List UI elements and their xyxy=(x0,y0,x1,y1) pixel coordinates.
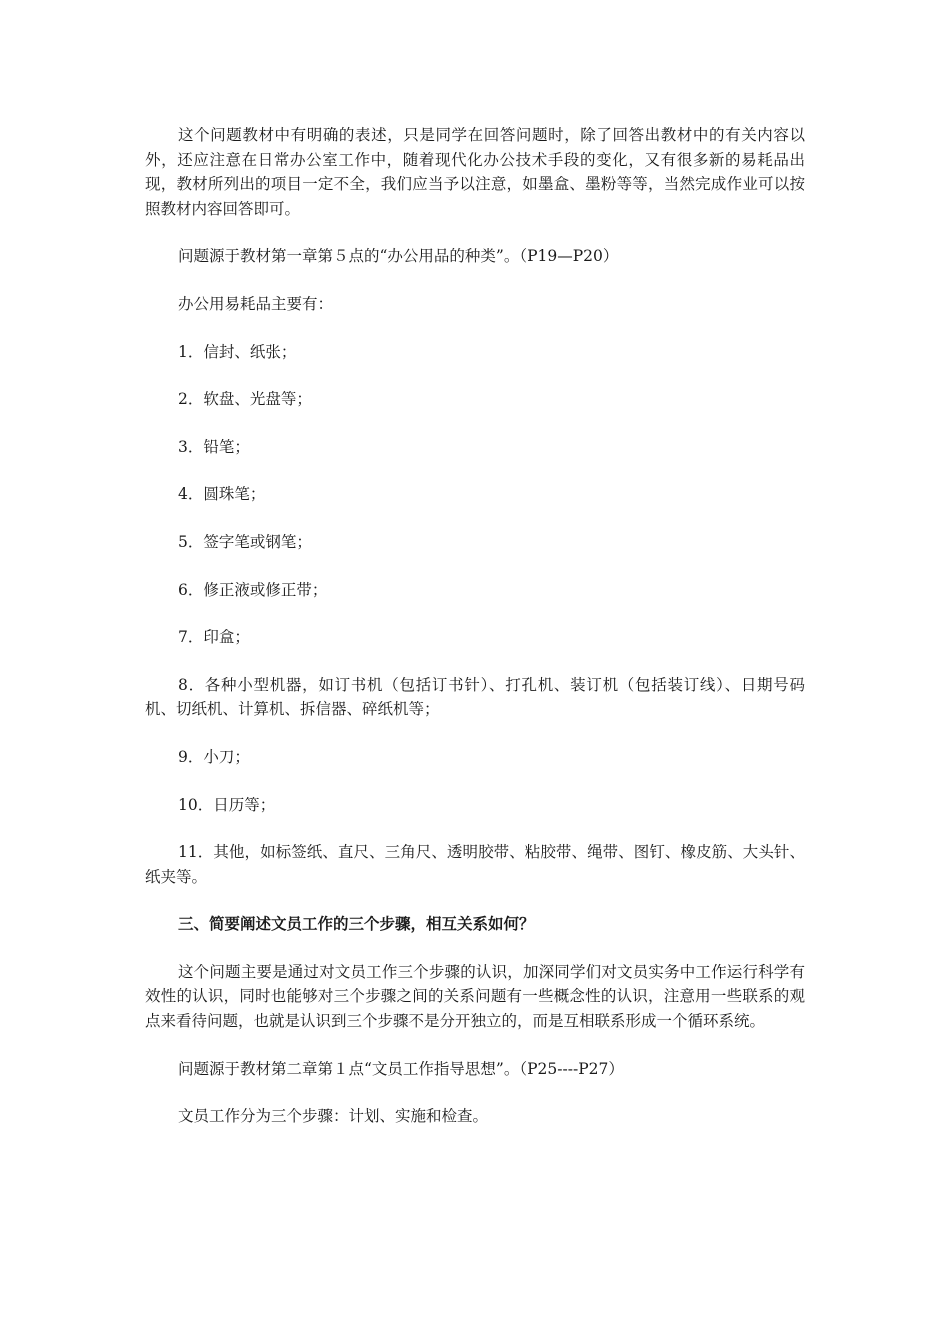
list-item-9: 9．小刀； xyxy=(178,747,250,766)
list-item-8: 8．各种小型机器，如订书机（包括订书针）、打孔机、装订机（包括装订线）、日期号码机、切纸机、计算机、拆信器、碎纸机等； xyxy=(145,675,805,719)
list-item-1: 1．信封、纸张； xyxy=(178,342,297,361)
paragraph-three-steps: 文员工作分为三个步骤：计划、实施和检查。 xyxy=(178,1107,489,1126)
section-heading-3: 三、简要阐述文员工作的三个步骤，相互关系如何？ xyxy=(178,914,535,934)
list-item-11: 11．其他，如标签纸、直尺、三角尺、透明胶带、粘胶带、绳带、图钉、橡皮筋、大头针、纸夹等。 xyxy=(145,843,805,886)
list-item-10: 10．日历等； xyxy=(178,795,276,814)
list-item-5: 5．签字笔或钢笔； xyxy=(178,532,312,551)
paragraph-source-ch1: 问题源于教材第一章第５点的“办公用品的种类”。（P19—P20） xyxy=(178,247,619,266)
document-page xyxy=(145,123,805,1152)
paragraph-list-intro: 办公用易耗品主要有： xyxy=(178,294,334,313)
list-item-6: 6．修正液或修正带； xyxy=(178,580,328,599)
list-item-3: 3．铅笔； xyxy=(178,437,250,456)
paragraph-section3-explanation: 这个问题主要是通过对文员工作三个步骤的认识，加深同学们对文员实务中工作运行科学有效性的认识，同时也能够对三个步骤之间的关系问题有一些概念性的认识，注意用一些联系的观点来看待问题，也就是认识到三个步骤不是分开独立的，而是互相联系形成一个循环系统。 xyxy=(145,962,805,1031)
list-item-4: 4．圆珠笔； xyxy=(178,485,266,504)
list-item-7: 7．印盒； xyxy=(178,628,250,647)
list-item-2: 2．软盘、光盘等； xyxy=(178,390,312,409)
paragraph-source-ch2: 问题源于教材第二章第１点“文员工作指导思想”。（P25----P27） xyxy=(178,1059,624,1078)
paragraph-intro: 这个问题教材中有明确的表述，只是同学在回答问题时，除了回答出教材中的有关内容以外，还应注意在日常办公室工作中，随着现代化办公技术手段的变化，又有很多新的易耗品出现，教材所列出的项目一定不全，我们应当予以注意，如墨盒、墨粉等等，当然完成作业可以按照教材内容回答即可。 xyxy=(145,126,805,218)
